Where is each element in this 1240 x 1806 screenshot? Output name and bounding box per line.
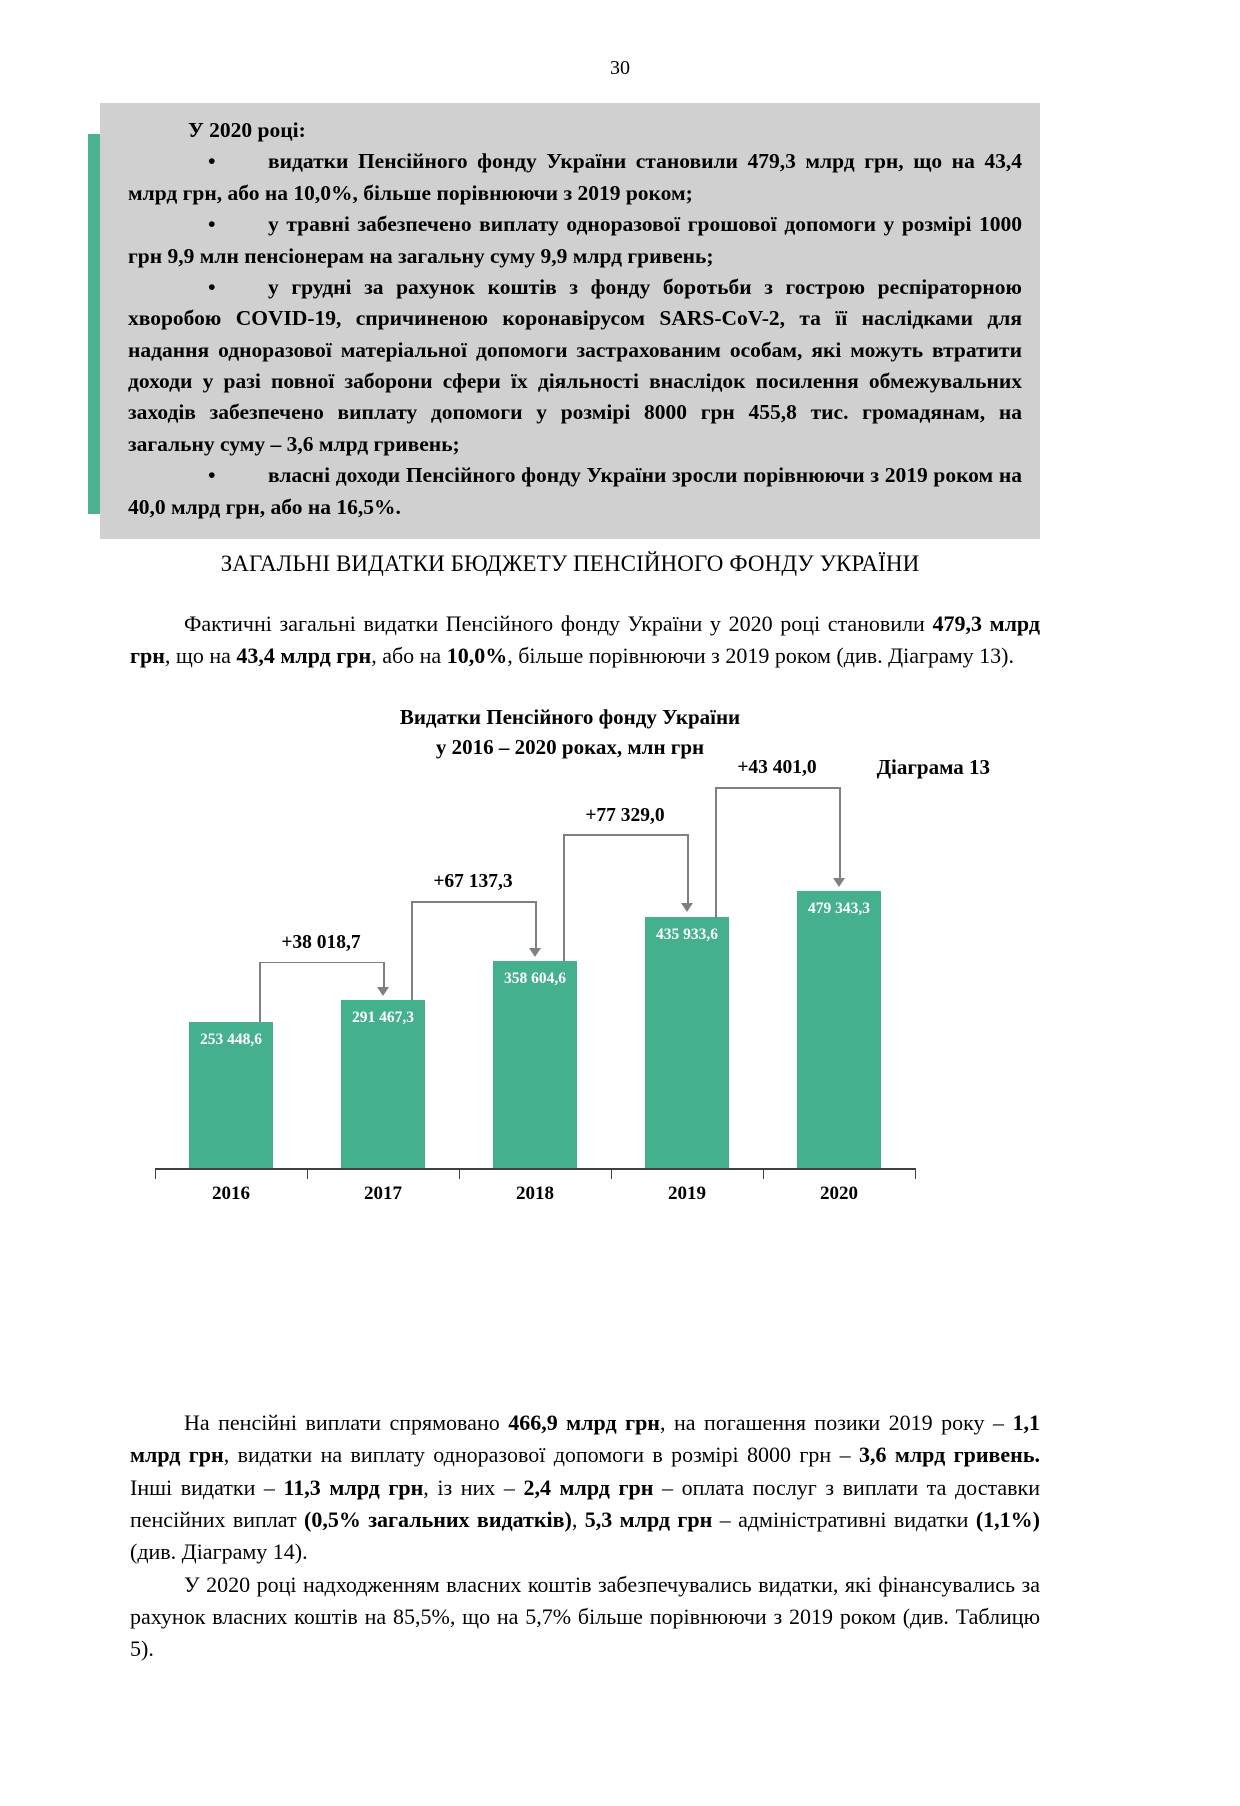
bullet-marker-icon: • [208, 212, 216, 237]
callout-bullet-2 [128, 209, 1022, 272]
connector-horizontal [411, 901, 535, 903]
section-heading: ЗАГАЛЬНІ ВИДАТКИ БЮДЖЕТУ ПЕНСІЙНОГО ФОНДУ УКРАЇНИ [220, 551, 920, 576]
bp1-b5: 2,4 млрд грн [523, 1474, 654, 1500]
connector-horizontal [715, 787, 839, 789]
bar-value-label: 435 933,6 [656, 925, 718, 943]
connector-vertical-start [715, 787, 717, 916]
bp1-b3: 3,6 млрд гривень. [858, 1442, 1040, 1468]
callout-bullet-3 [128, 272, 1022, 460]
bp1-part2: , на погашення позики 2019 року – [659, 1410, 1013, 1435]
callout-lead: У 2020 році: [188, 118, 306, 142]
connector-horizontal [563, 834, 687, 836]
bar-2017 [341, 1000, 425, 1168]
delta-label: +38 018,7 [281, 931, 361, 953]
delta-label: +77 329,0 [585, 804, 665, 826]
callout-bullet-4-text: власні доходи Пенсійного фонду України зросли порівнюючи з 2019 роком на 40,0 млрд грн, або на 16,5%. [128, 463, 1022, 519]
chart-caption-line1: Видатки Пенсійного фонду України [399, 705, 741, 729]
bp1-b2: 1,1 млрд грн [130, 1410, 1040, 1468]
bullet-marker-icon: • [208, 463, 216, 488]
x-axis-tick [763, 1168, 764, 1179]
bp1-part1: На пенсійні виплати спрямовано [184, 1410, 509, 1435]
x-axis-label-2016: 2016 [212, 1183, 250, 1204]
intro-paragraph [130, 608, 1040, 673]
bp1-part3: , видатки на виплату одноразової допомоги в розмірі 8000 грн – [223, 1442, 859, 1468]
connector-horizontal [259, 962, 383, 964]
bullet-marker-icon: • [208, 274, 216, 299]
x-axis-label-2019: 2019 [668, 1183, 706, 1204]
intro-part4: , більше порівнюючи з 2019 роком (див. Діаграму 13). [507, 643, 1015, 669]
bp2-text: У 2020 році надходженням власних коштів забезпечувались видатки, які фінансувались за рахунок власних коштів на 85,5%, що на 5,7% більше порівнюючи з 2019 роком (див. Таблицю 5). [130, 1571, 1040, 1662]
callout-bullet-1 [128, 146, 1022, 209]
x-axis-label-2020: 2020 [820, 1183, 858, 1204]
intro-bold-434: 43,4 млрд грн [236, 643, 372, 669]
bp1-part6: – оплата послуг з виплати та доставки пенсійних виплат [130, 1474, 1040, 1532]
intro-bold-479: 479,3 млрд грн [130, 611, 1040, 669]
intro-part1: Фактичні загальні видатки Пенсійного фонду України у 2020 році становили [184, 611, 933, 636]
bp1-part8: – адміністративні видатки [712, 1506, 976, 1532]
bottom-paragraph-2 [130, 1569, 1040, 1666]
connector-vertical-end [687, 834, 689, 904]
delta-label: +43 401,0 [737, 757, 817, 779]
connector-arrowhead-icon [529, 948, 541, 957]
bar-value-label: 479 343,3 [808, 900, 870, 918]
bar-2018 [493, 961, 577, 1168]
bar-2019 [645, 917, 729, 1169]
x-axis-tick [307, 1168, 308, 1179]
intro-part3: , або на [371, 643, 447, 669]
chart-caption [220, 703, 920, 763]
bottom-paragraph-1 [130, 1407, 1040, 1569]
connector-arrowhead-icon [681, 903, 693, 912]
bp1-part4: Інші видатки – [130, 1474, 284, 1500]
x-axis-label-2018: 2018 [516, 1183, 554, 1204]
bp1-b8: (1,1%) [975, 1506, 1040, 1532]
intro-bold-10pct: 10,0% [446, 643, 508, 669]
bp1-b6: (0,5% загальних видатків) [304, 1506, 572, 1532]
connector-vertical-end [839, 787, 841, 879]
x-axis-tick [915, 1168, 916, 1179]
bottom-text-block [130, 1407, 1040, 1666]
bp1-part9: (див. Діаграму 14). [130, 1539, 308, 1565]
callout-bullet-1-text: видатки Пенсійного фонду України становили 479,3 млрд грн, що на 43,4 млрд грн, або на 10,0%, більше порівнюючи з 2019 роком; [128, 149, 1022, 205]
x-axis-tick [611, 1168, 612, 1179]
bar-2020 [797, 891, 881, 1168]
callout-bullet-4 [128, 460, 1022, 523]
bar-value-label: 291 467,3 [352, 1008, 414, 1026]
bp1-b4: 11,3 млрд грн [283, 1474, 424, 1500]
connector-vertical-start [259, 962, 261, 1022]
bp1-b7: 5,3 млрд грн [584, 1506, 713, 1532]
bar-value-label: 358 604,6 [504, 970, 566, 988]
bullet-marker-icon: • [208, 149, 216, 174]
connector-arrowhead-icon [377, 987, 389, 996]
delta-label: +67 137,3 [433, 871, 513, 893]
page-number: 30 [610, 57, 630, 79]
chart-x-axis [155, 1168, 915, 1170]
x-axis-tick [155, 1168, 156, 1179]
callout-bullet-2-text: у травні забезпечено виплату одноразової грошової допомоги у розмірі 1000 грн 9,9 млн пенсіонерам на загальну суму 9,9 млрд гривень; [128, 212, 1022, 268]
bp1-b1: 466,9 млрд грн [508, 1410, 660, 1435]
bar-2016 [189, 1022, 273, 1168]
bp1-part5: , із них – [423, 1474, 524, 1500]
connector-vertical-end [535, 901, 537, 949]
diagram-number-label: Діаграма 13 [876, 755, 990, 779]
bp1-part7: , [571, 1506, 585, 1532]
connector-arrowhead-icon [833, 878, 845, 887]
callout-bullet-3-text: у грудні за рахунок коштів з фонду боротьби з гострою респіраторною хворобою COVID-19, спричиненою коронавірусом SARS-CoV-2, та її наслідками для надання одноразової матеріальної допомоги застрахованим особам, які можуть втратити доходи у разі повної заборони сфери їх діяльності внаслідок посилення обмежувальних заходів забезпечено виплату допомоги у розмірі 8000 грн 455,8 тис. громадянам, на загальну суму – 3,6 млрд гривень; [128, 274, 1022, 456]
x-axis-tick [459, 1168, 460, 1179]
callout-box [100, 103, 1040, 539]
connector-vertical-end [383, 962, 385, 988]
intro-part2: , що на [164, 643, 237, 669]
chart-caption-line2: у 2016 – 2020 роках, млн грн [435, 734, 705, 759]
connector-vertical-start [563, 834, 565, 961]
x-axis-label-2017: 2017 [364, 1183, 402, 1204]
bar-value-label: 253 448,6 [200, 1030, 262, 1048]
connector-vertical-start [411, 901, 413, 1000]
